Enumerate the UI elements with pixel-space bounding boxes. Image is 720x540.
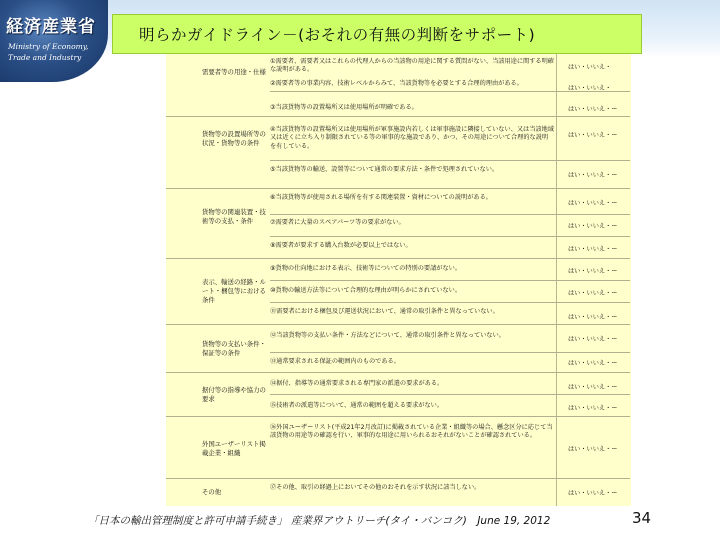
answer-options: はい・いいえ・ー [568,200,618,207]
check-item-text: ⑬通常要求される保証の範囲内のものである。 [270,358,400,365]
answer-options: はい・いいえ・ー [568,314,618,321]
check-item-text: ⑯外国ユーザーリスト(平成21年2月改訂)に掲載されている企業・組織等の場合、懸念区分に応じて当該貨物の用途等の確認を行い、軍事的な用途に用いられるおそれがないことが確認されている。 [270,424,553,440]
category-label: その他 [202,488,222,496]
logo-subtitle-line2: Trade and Industry [8,53,82,62]
check-item-text: ⑩貨物の輸送方法等について合理的な理由が明らかにされていない。 [270,287,462,294]
check-item-text: ②需要者等の事業内容、技術レベルからみて、当該貨物等を必要とする合理的理由がある。 [270,80,523,87]
check-item-text: ⑮技術者の派遣等について、通常の範囲を超える要求がない。 [270,402,444,409]
check-item-text: ⑧需要者が要求する購入台数が必要以上ではない。 [270,242,412,249]
category-label: 据付等の指導や協力の要求 [202,386,266,403]
answer-options: はい・いいえ・ー [568,106,618,113]
check-item-text: ⑭据付、指導等の通常要求される専門家の派遣の要求がある。 [270,380,444,387]
category-label: 貨物等の支払い条件・保証等の条件 [202,340,266,357]
check-item-text: ⑥当該貨物等が使用される場所を有する関連装置・資材についての説明がある。 [270,194,492,201]
answer-options: はい・いいえ・ [568,85,612,92]
check-item-text: ⑨貨物の仕向地における表示、技術等についての特別の要請がない。 [270,265,462,272]
slide-title: 明らかガイドライン－(おそれの有無の判断をサポート) [139,26,536,44]
check-item-text: ⑤当該貨物等の輸送、設置等について通常の要求方法・条件で処理されていない。 [270,166,499,173]
logo-subtitle-line1: Ministry of Economy, [8,42,89,51]
category-label: 需要者等の用途・仕様 [202,68,266,76]
answer-options: はい・いいえ・ー [568,490,618,497]
answer-options: はい・いいえ・ー [568,336,618,343]
answer-options: はい・いいえ・ー [568,246,618,253]
answer-options: はい・いいえ・ー [568,405,618,412]
answer-options: はい・いいえ・ー [568,360,618,367]
check-item-text: ⑦需要者に大量のスペアパーツ等の要求がない。 [270,219,405,226]
check-item-text: ⑫当該貨物等の支払い条件・方法などについて、通常の取引条件と異なっていない。 [270,332,505,339]
category-label: 貨物等の設置場所等の状況・貨物等の条件 [202,130,266,147]
ministry-logo [0,0,108,82]
logo-title: 経済産業省 [6,17,96,37]
answer-options: はい・いいえ・ー [568,132,618,139]
answer-options: はい・いいえ・ー [568,268,618,275]
page-number: 34 [632,509,652,527]
footer-caption: 「日本の輸出管理制度と許可申請手続き」 産業界アウトリーチ(タイ・バンコク) June 19, 2012 [88,515,551,527]
check-item-text: ③当該貨物等の設置場所又は使用場所が明確である。 [270,104,418,111]
category-label: 貨物等の関連装置・技術等の支払・条件 [202,208,266,225]
answer-options: はい・いいえ・ [568,64,612,71]
answer-options: はい・いいえ・ー [568,384,618,391]
answer-options: はい・いいえ・ー [568,172,618,179]
check-item-text: ⑰その他、取引の経過上においてその他のおそれを示す状況に該当しない。 [270,484,481,491]
answer-options: はい・いいえ・ー [568,290,618,297]
answer-options: はい・いいえ・ー [568,223,618,230]
category-label: 外国ユーザーリスト掲載企業・組織 [202,440,266,457]
check-item-text: ①需要者、需要者又はこれらの代理人からの当該物の用途に関する質問がない、当該用途に関する明確な説明がある。 [270,58,554,74]
check-item-text: ⑪需要者における梱包及び運送状況において、通常の取引条件と異なっていない。 [270,308,499,315]
answer-options: はい・いいえ・ー [568,446,618,453]
check-item-text: ④当該貨物等の設置場所又は使用場所が軍事施設内若しくは軍事施設に隣接していない、又は当該地域又は近くに立ち入り制限されている等の軍事的な施設であり、かつ、その用途について合理的な説明を有している。 [270,126,554,150]
slide-title-box [112,14,642,54]
category-label: 表示、輸送の経路・ルート・梱包等における条件 [202,278,266,304]
